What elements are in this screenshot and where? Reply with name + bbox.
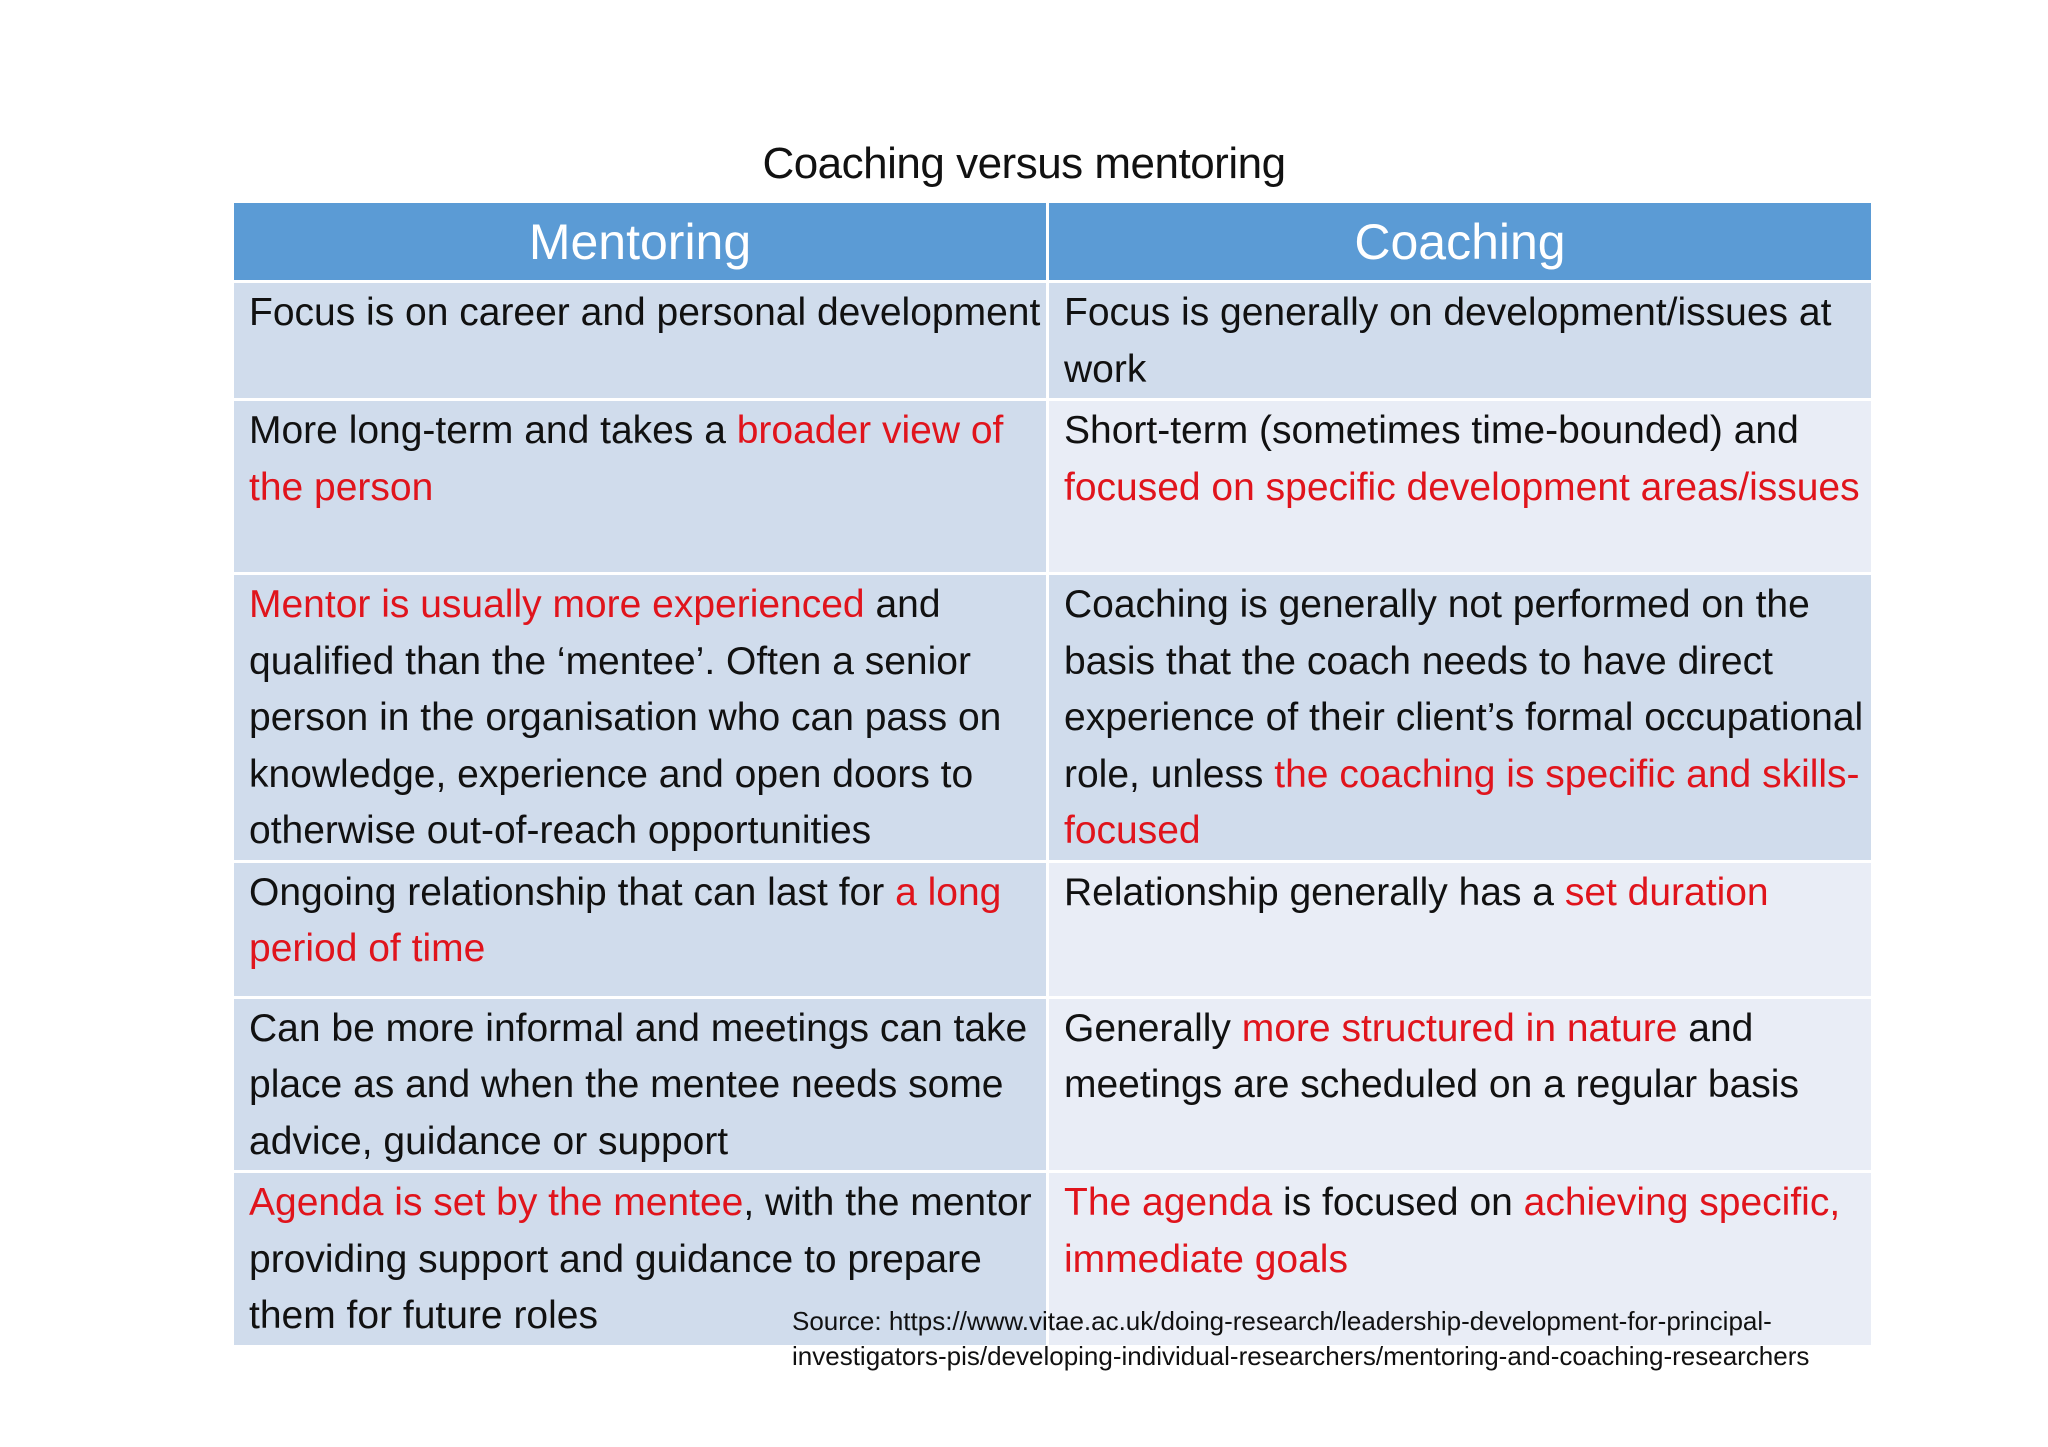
- table-row: [233, 997, 1873, 1172]
- cell-text: , with the mentor providing support and guidance to prepare them for future roles: [249, 1181, 1032, 1337]
- cell-text: Generally: [1064, 1006, 1242, 1050]
- cell-text: Coaching is generally not performed on the basis that the coach needs to have direct experience of their client’s formal occupational role, unless: [1064, 583, 1864, 796]
- highlighted-text: the coaching is specific and skills-focused: [1064, 752, 1860, 852]
- coaching-cell: [1048, 997, 1873, 1172]
- cell-text: More long-term and takes a: [249, 409, 737, 452]
- slide-title: Coaching versus mentoring: [762, 139, 1286, 188]
- source-line-2: investigators-pis/developing-individual-researchers/mentoring-and-coaching-researchers: [792, 1341, 1810, 1371]
- table-row: [233, 282, 1873, 400]
- mentoring-cell: [233, 282, 1048, 400]
- table-row: [233, 574, 1873, 862]
- source-citation: [792, 1304, 1809, 1374]
- cell-text: and qualified than the ‘mentee’. Often a senior person in the organisation who can pass on knowledge, experience and open doors to otherwise out-of-reach opportunities: [249, 583, 1002, 852]
- coaching-cell: [1048, 282, 1873, 400]
- header-mentoring: Mentoring: [233, 202, 1048, 282]
- coaching-cell: [1048, 861, 1873, 997]
- highlighted-text: a long period of time: [249, 870, 1002, 970]
- highlighted-text: The agenda: [1064, 1181, 1273, 1224]
- highlighted-text: set duration: [1564, 870, 1769, 914]
- table-row: [233, 861, 1873, 997]
- header-coaching: Coaching: [1048, 202, 1873, 282]
- highlighted-text: achieving specific, immediate goals: [1064, 1181, 1841, 1281]
- mentoring-cell: [233, 400, 1048, 574]
- highlighted-text: Mentor is usually more experienced: [249, 583, 865, 626]
- table-row: [233, 400, 1873, 574]
- comparison-table: [231, 200, 1874, 1348]
- header-row: [233, 202, 1873, 282]
- highlighted-text: Agenda is set by the mentee: [249, 1181, 744, 1224]
- highlighted-text: broader view of the person: [249, 409, 1004, 509]
- highlighted-text: focused on specific development areas/issues: [1064, 465, 1860, 509]
- cell-text: Can be more informal and meetings can take place as and when the mentee needs some advice, guidance or support: [249, 1006, 1028, 1163]
- cell-text: is focused on: [1272, 1181, 1524, 1224]
- cell-text: and meetings are scheduled on a regular basis: [1064, 1006, 1799, 1106]
- mentoring-cell: [233, 574, 1048, 862]
- highlighted-text: more structured in nature: [1241, 1006, 1678, 1050]
- cell-text: Ongoing relationship that can last for: [249, 870, 896, 914]
- cell-text: Focus is generally on development/issues at work: [1064, 291, 1832, 391]
- cell-text: Relationship generally has a: [1064, 870, 1565, 914]
- mentoring-cell: [233, 997, 1048, 1172]
- coaching-cell: [1048, 574, 1873, 862]
- coaching-cell: [1048, 400, 1873, 574]
- source-line-1: Source: https://www.vitae.ac.uk/doing-research/leadership-development-for-principal-: [792, 1306, 1772, 1336]
- cell-text: Short-term (sometimes time-bounded) and: [1064, 409, 1799, 452]
- mentoring-cell: [233, 861, 1048, 997]
- cell-text: Focus is on career and personal development: [249, 291, 1041, 334]
